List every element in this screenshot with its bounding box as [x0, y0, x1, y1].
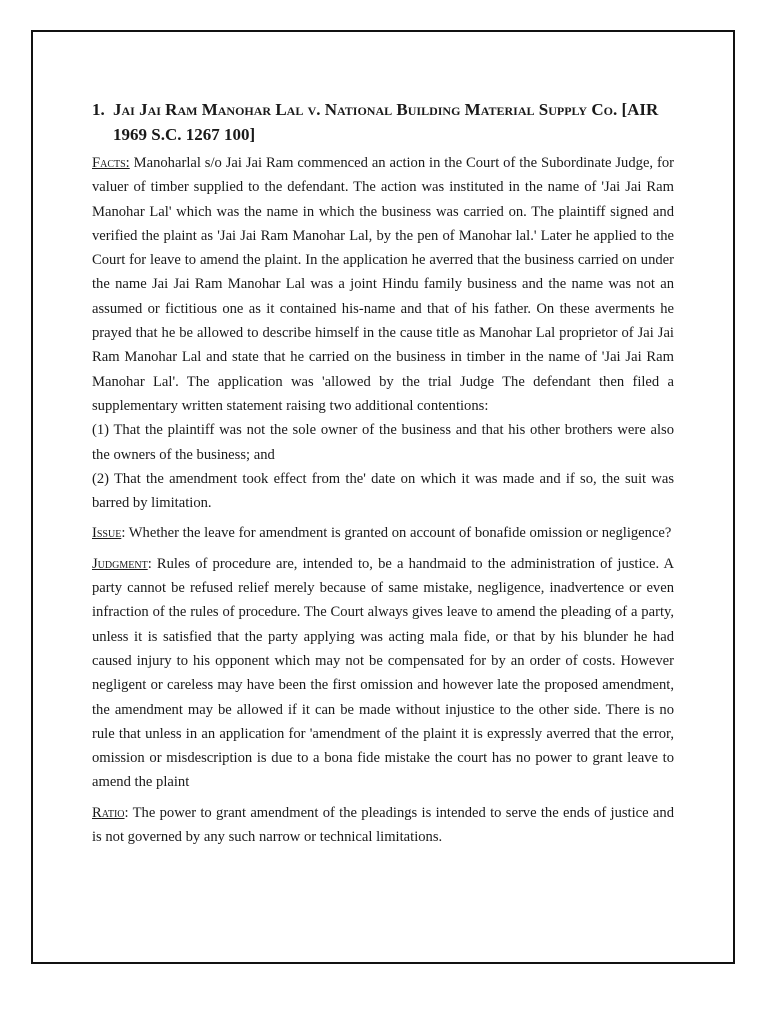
- case-number: 1.: [92, 100, 105, 119]
- issue-text: : Whether the leave for amendment is granted on account of bonafide omission or negligence?: [121, 525, 672, 542]
- facts-label: Facts:: [92, 155, 130, 171]
- issue-paragraph: [92, 521, 674, 545]
- facts-text: Manoharlal s/o Jai Jai Ram commenced an action in the Court of the Subordinate Judge, for valuer of timber supplied to the defendant. The action was instituted in the name of 'Jai Jai Ram Manohar Lal' which was the name in which the business was carried on. The plaintiff signed and verified the plaint as 'Jai Jai Ram Manohar Lal, by the pen of Manohar lal.' Later he applied to the Court for leave to amend the plaint. In the application he averred that the business carried on under the name Jai Jai Ram Manohar Lal was a joint Hindu family business and the name was not an assumed or fictitious one as it contained his-name and that of his father. On these averments he prayed that he be allowed to describe himself in the cause title as Manohar Lal proprietor of Jai Jai Ram Manohar Lal and state that he carried on the business in timber in the name of 'Jai Jai Ram Manohar Lal'. The application was 'allowed by the trial Judge The defendant then filed a supplementary written statement raising two additional contentions:: [92, 155, 674, 414]
- contention-1: (1) That the plaintiff was not the sole owner of the business and that his other brothers were also the owners of the business; and: [92, 422, 674, 463]
- judgment-text: : Rules of procedure are, intended to, be a handmaid to the administration of justice. A party cannot be refused relief merely because of same mistake, negligence, inadvertence or even infraction of the rules of procedure. The Court always gives leave to amend the pleading of a party, unless it is satisfied that the party applying was acting mala fide, or that by his blunder he had caused injury to his opponent which may not be compensated for by an order of costs. However negligent or careless may have been the first omission and however late the proposed amendment, the amendment may be allowed if it can be made without injustice to the other side. There is no rule that unless in an application for 'amendment of the plaint it is expressly averred that the error, omission or misdescription is due to a bona fide mistake the court has no power to grant leave to amend the plaint: [92, 555, 674, 791]
- judgment-paragraph: [92, 552, 674, 795]
- ratio-label: Ratio: [92, 804, 125, 821]
- contention-2: (2) That the amendment took effect from the' date on which it was made and if so, the suit was barred by limitation.: [92, 470, 674, 512]
- ratio-paragraph: [92, 801, 674, 850]
- document-body: [92, 97, 674, 849]
- issue-label: Issue: [92, 525, 122, 542]
- judgment-label: Judgment: [92, 555, 148, 572]
- ratio-text: : The power to grant amendment of the pleadings is intended to serve the ends of justice and is not governed by any such narrow or technical limitations.: [92, 804, 674, 846]
- facts-paragraph: [92, 151, 674, 418]
- case-title: Jai Jai Ram Manohar Lal v. National Building Material Supply Co. [AIR 1969 S.C. 1267 100]: [113, 100, 659, 144]
- case-heading: [92, 97, 674, 147]
